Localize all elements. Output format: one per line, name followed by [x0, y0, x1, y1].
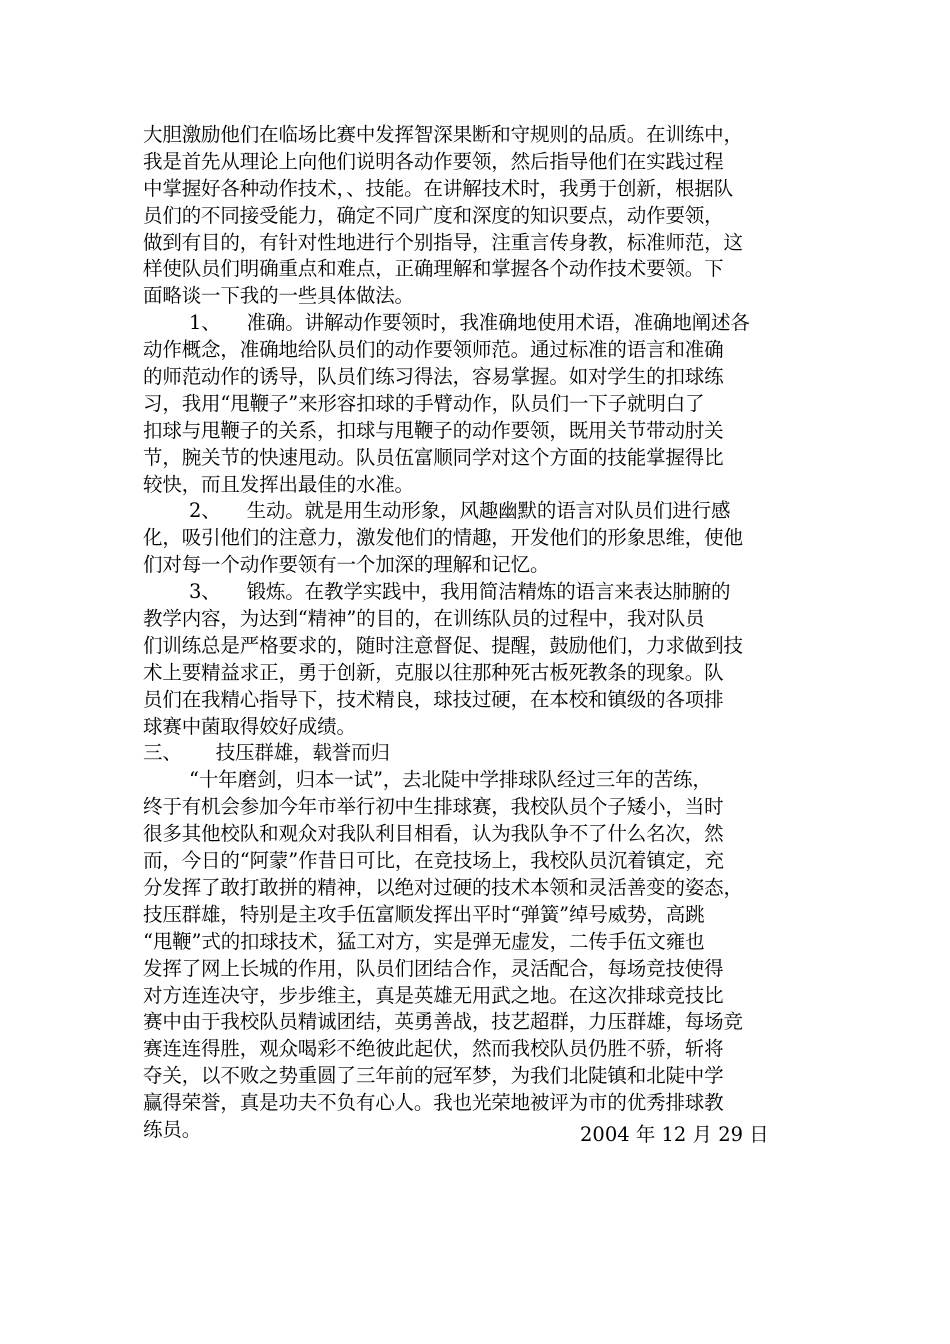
list-item-number: 2、: [189, 499, 221, 523]
text-line: 很多其他校队和观众对我队利目相看，认为我队争不了什么名次，然: [143, 822, 724, 846]
paragraph-first-line: “十年磨剑，归本一试”，去北陡中学排球队经过三年的苦练，: [189, 768, 712, 792]
text-line: 教学内容，为达到“精神”的目的，在训练队员的过程中，我对队员: [143, 607, 705, 631]
text-line: 大胆激励他们在临场比赛中发挥智深果断和守规则的品质。在训练中，: [143, 123, 743, 146]
text-line: 扣球与甩鞭子的关系，扣球与甩鞭子的动作要领，既用关节带动肘关: [143, 418, 724, 442]
text-line: 化，吸引他们的注意力，激发他们的情趣，开发他们的形象思维，使他: [143, 526, 743, 550]
list-item-number: 3、: [189, 580, 221, 604]
list-item-number: 1、: [189, 311, 221, 335]
text-line: 样使队员们明确重点和难点，正确理解和掌握各个动作技术要领。下: [143, 257, 724, 281]
text-line: 球赛中菌取得姣好成绩。: [143, 714, 356, 738]
section-title: 技压群雄，载誉而归: [215, 741, 390, 765]
text-line: 习，我用“甩鞭子”来形容扣球的手臂动作，队员们一下子就明白了: [143, 391, 705, 415]
document-body: [143, 122, 819, 1144]
text-line: 的师范动作的诱导，队员们练习得法，容易掌握。如对学生的扣球练: [143, 365, 724, 389]
text-line: 较快，而且发挥出最佳的水准。: [143, 472, 414, 496]
section-heading: [143, 740, 819, 767]
text-line: 面略谈一下我的一些具体做法。: [143, 284, 414, 308]
document-date: 2004 年 12 月 29 日: [580, 1123, 769, 1146]
text-line: “甩鞭”式的扣球技术，猛工对方，实是弹无虚发，二传手伍文雍也: [143, 929, 705, 953]
text-line: 们训练总是严格要求的，随时注意督促、提醒，鼓励他们，力求做到技: [143, 633, 743, 657]
text-line: 做到有目的，有针对性地进行个别指导，注重言传身教，标准师范，这: [143, 230, 743, 254]
text-line: 赢得荣誉，真是功夫不负有心人。我也光荣地被评为市的优秀排球教: [143, 1091, 724, 1115]
list-item-1-first-line: [143, 310, 819, 337]
text-line: 技压群雄，特别是主攻手伍富顺发挥出平时“弹簧”绰号威势，高跳: [143, 902, 705, 926]
text-line: 而，今日的“阿蒙”作昔日可比，在竞技场上，我校队员沉着镇定，充: [143, 849, 724, 873]
text-line: 夺关，以不败之势重圆了三年前的冠军梦，为我们北陡镇和北陡中学: [143, 1064, 724, 1088]
text-line: 分发挥了敢打敢拼的精神，以绝对过硬的技术本领和灵活善变的姿态，: [143, 875, 743, 899]
text-line: 们对每一个动作要领有一个加深的理解和记忆。: [143, 553, 550, 577]
text-line: 对方连连决守，步步维主，真是英雄无用武之地。在这次排球竞技比: [143, 983, 724, 1007]
text-line: 员们在我精心指导下，技术精良，球技过硬，在本校和镇级的各项排: [143, 687, 724, 711]
list-item-3-first-line: [143, 579, 819, 606]
text-line: 发挥了网上长城的作用，队员们团结合作，灵活配合，每场竞技使得: [143, 956, 724, 980]
section-number: 三、: [143, 741, 182, 765]
text-line: 赛连连得胜，观众喝彩不绝彼此起伏，然而我校队员仍胜不骄，斩将: [143, 1037, 724, 1061]
text-line: 员们的不同接受能力，确定不同广度和深度的知识要点，动作要领，: [143, 203, 724, 227]
text-line: 我是首先从理论上向他们说明各动作要领，然后指导他们在实践过程: [143, 149, 724, 173]
text-line: 练员。: [143, 1117, 202, 1141]
list-item-text: 锻炼。在教学实践中，我用简洁精炼的语言来表达肺腑的: [246, 580, 731, 604]
text-line: 动作概念，准确地给队员们的动作要领师范。通过标准的语言和准确: [143, 338, 724, 362]
text-line: 赛中由于我校队员精诚团结，英勇善战，技艺超群，力压群雄，每场竞: [143, 1010, 743, 1034]
list-item-text: 生动。就是用生动形象，风趣幽默的语言对队员们进行感: [246, 499, 731, 523]
text-line: 终于有机会参加今年市举行初中生排球赛，我校队员个子矮小，当时: [143, 795, 724, 819]
text-line: 中掌握好各种动作技术，、技能。在讲解技术时，我勇于创新，根据队: [143, 176, 734, 200]
text-line: 术上要精益求正，勇于创新，克服以往那种死古板死教条的现象。队: [143, 660, 724, 684]
list-item-2-first-line: [143, 498, 819, 525]
text-line: 节，腕关节的快速甩动。队员伍富顺同学对这个方面的技能掌握得比: [143, 445, 724, 469]
list-item-text: 准确。讲解动作要领时，我准确地使用术语，准确地阐述各: [246, 311, 750, 335]
